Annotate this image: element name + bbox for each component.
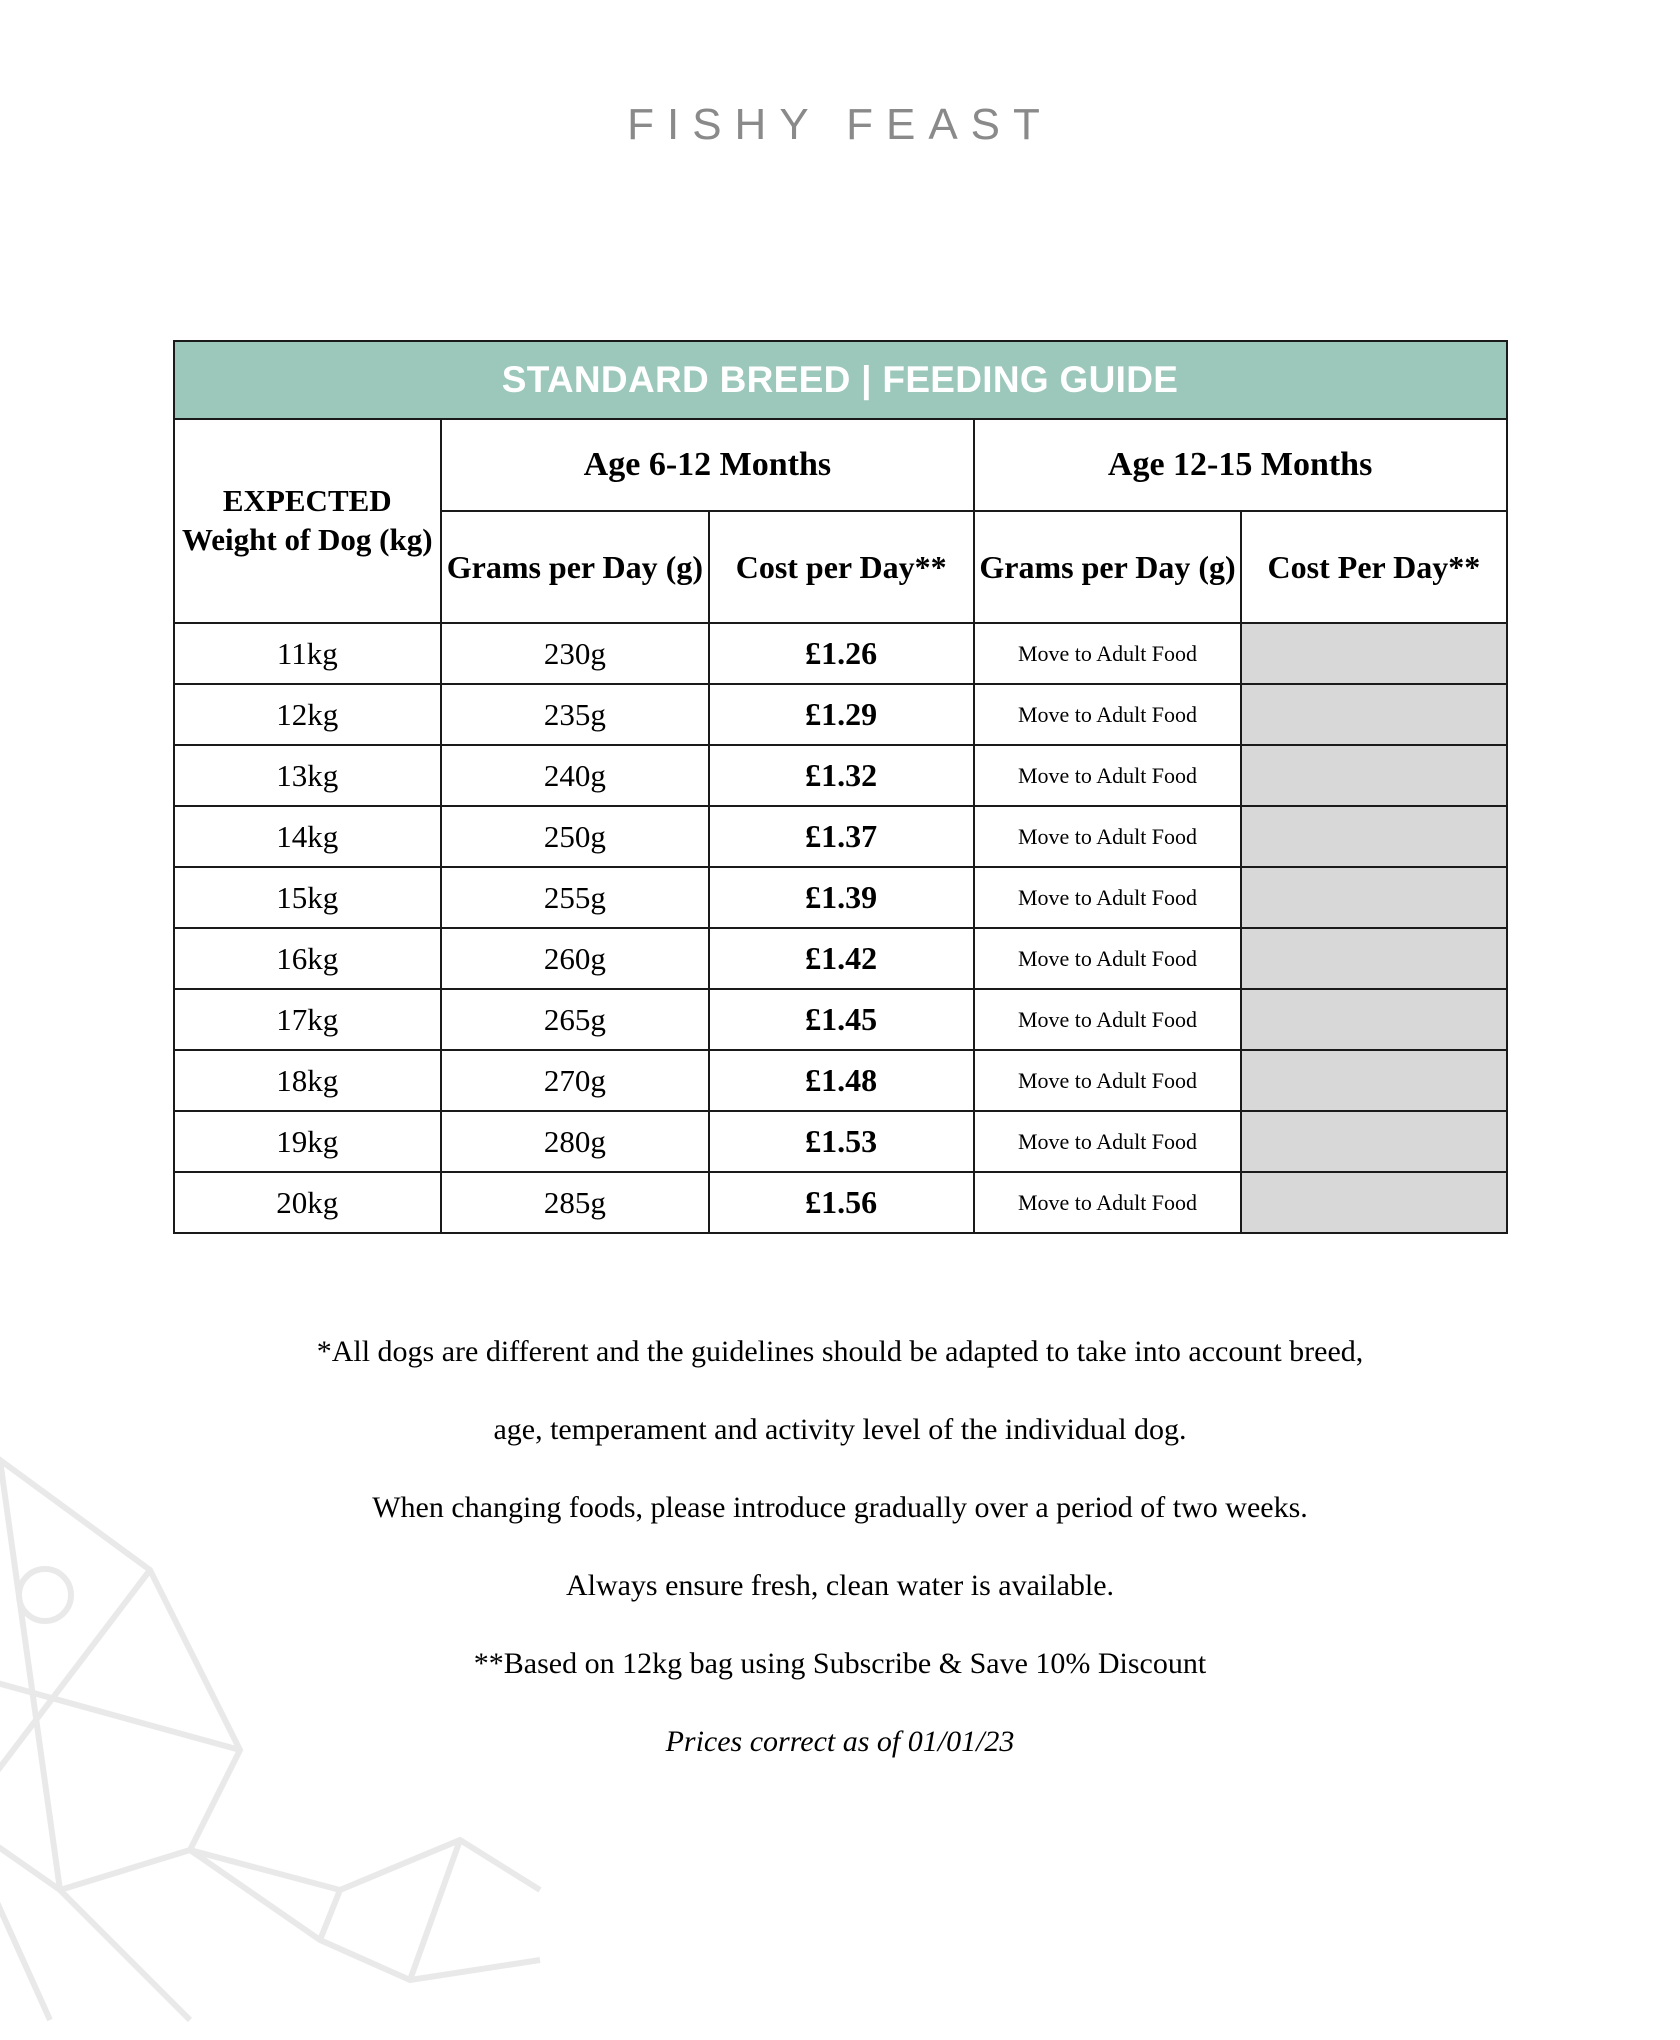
footnotes: [130, 1330, 1550, 1765]
cell-weight: 14kg: [174, 806, 442, 867]
footnote-line-1: *All dogs are different and the guidelines should be adapted to take into account breed,: [316, 1335, 1364, 1368]
table-row: [174, 928, 1507, 989]
cell-cost-6-12: £1.32: [709, 745, 974, 806]
header-age-6-12: Age 6-12 Months: [441, 419, 974, 511]
cell-cost-6-12: £1.56: [709, 1172, 974, 1233]
feeding-guide-table: [173, 340, 1508, 1234]
header-grams-per-day-2: Grams per Day (g): [974, 511, 1242, 623]
table-title: STANDARD BREED | FEEDING GUIDE: [174, 341, 1507, 419]
cell-grams-6-12: 270g: [441, 1050, 709, 1111]
cell-grams-6-12: 265g: [441, 989, 709, 1050]
page-title: FISHY FEAST: [627, 100, 1053, 149]
cell-cost-12-15: [1241, 745, 1506, 806]
table-row: [174, 806, 1507, 867]
header-grams-per-day-1: Grams per Day (g): [441, 511, 709, 623]
table-row: [174, 989, 1507, 1050]
cell-grams-12-15: Move to Adult Food: [974, 989, 1242, 1050]
cell-cost-6-12: £1.42: [709, 928, 974, 989]
header-cost-per-day-1: Cost per Day**: [709, 511, 974, 623]
cell-cost-12-15: [1241, 1050, 1506, 1111]
cell-weight: 17kg: [174, 989, 442, 1050]
cell-weight: 12kg: [174, 684, 442, 745]
cell-grams-12-15: Move to Adult Food: [974, 1050, 1242, 1111]
cell-cost-12-15: [1241, 928, 1506, 989]
header-cost-per-day-2: Cost Per Day**: [1241, 511, 1506, 623]
footnote-water: Always ensure fresh, clean water is available.: [565, 1569, 1115, 1603]
table-row: [174, 1172, 1507, 1233]
footnote-price-date: Prices correct as of 01/01/23: [665, 1725, 1015, 1759]
cell-weight: 11kg: [174, 623, 442, 684]
footnote-line-3: When changing foods, please introduce gradually over a period of two weeks.: [372, 1491, 1308, 1525]
header-age-12-15: Age 12-15 Months: [974, 419, 1507, 511]
cell-cost-12-15: [1241, 623, 1506, 684]
cell-grams-12-15: Move to Adult Food: [974, 684, 1242, 745]
footnote-line-2: age, temperament and activity level of the individual dog.: [493, 1413, 1187, 1447]
table-title-row: [174, 341, 1507, 419]
cell-cost-6-12: £1.53: [709, 1111, 974, 1172]
cell-weight: 13kg: [174, 745, 442, 806]
feeding-guide-table-container: [173, 340, 1508, 1234]
table-row: [174, 623, 1507, 684]
table-body: [174, 623, 1507, 1233]
table-row: [174, 1050, 1507, 1111]
table-row: [174, 1111, 1507, 1172]
table-row: [174, 867, 1507, 928]
cell-cost-6-12: £1.37: [709, 806, 974, 867]
cell-cost-12-15: [1241, 806, 1506, 867]
cell-grams-6-12: 250g: [441, 806, 709, 867]
cell-weight: 16kg: [174, 928, 442, 989]
cell-weight: 15kg: [174, 867, 442, 928]
cell-cost-6-12: £1.45: [709, 989, 974, 1050]
cell-grams-6-12: 280g: [441, 1111, 709, 1172]
cell-grams-12-15: Move to Adult Food: [974, 745, 1242, 806]
cell-grams-12-15: Move to Adult Food: [974, 623, 1242, 684]
table-row: [174, 745, 1507, 806]
cell-grams-6-12: 230g: [441, 623, 709, 684]
table-row: [174, 684, 1507, 745]
cell-grams-6-12: 235g: [441, 684, 709, 745]
cell-cost-12-15: [1241, 989, 1506, 1050]
cell-grams-12-15: Move to Adult Food: [974, 1111, 1242, 1172]
cell-grams-6-12: 240g: [441, 745, 709, 806]
cell-grams-6-12: 255g: [441, 867, 709, 928]
cell-grams-12-15: Move to Adult Food: [974, 867, 1242, 928]
cell-cost-6-12: £1.48: [709, 1050, 974, 1111]
cell-cost-6-12: £1.29: [709, 684, 974, 745]
footnote-pricing-basis: **Based on 12kg bag using Subscribe & Save 10% Discount: [473, 1647, 1207, 1681]
cell-grams-12-15: Move to Adult Food: [974, 1172, 1242, 1233]
cell-cost-12-15: [1241, 684, 1506, 745]
cell-grams-6-12: 285g: [441, 1172, 709, 1233]
cell-cost-12-15: [1241, 867, 1506, 928]
cell-cost-12-15: [1241, 1111, 1506, 1172]
cell-cost-6-12: £1.26: [709, 623, 974, 684]
cell-cost-6-12: £1.39: [709, 867, 974, 928]
table-header-row-age: [174, 419, 1507, 511]
cell-weight: 20kg: [174, 1172, 442, 1233]
header-expected-weight: EXPECTED Weight of Dog (kg): [174, 419, 442, 623]
cell-grams-12-15: Move to Adult Food: [974, 928, 1242, 989]
cell-cost-12-15: [1241, 1172, 1506, 1233]
cell-weight: 18kg: [174, 1050, 442, 1111]
cell-grams-12-15: Move to Adult Food: [974, 806, 1242, 867]
cell-weight: 19kg: [174, 1111, 442, 1172]
cell-grams-6-12: 260g: [441, 928, 709, 989]
